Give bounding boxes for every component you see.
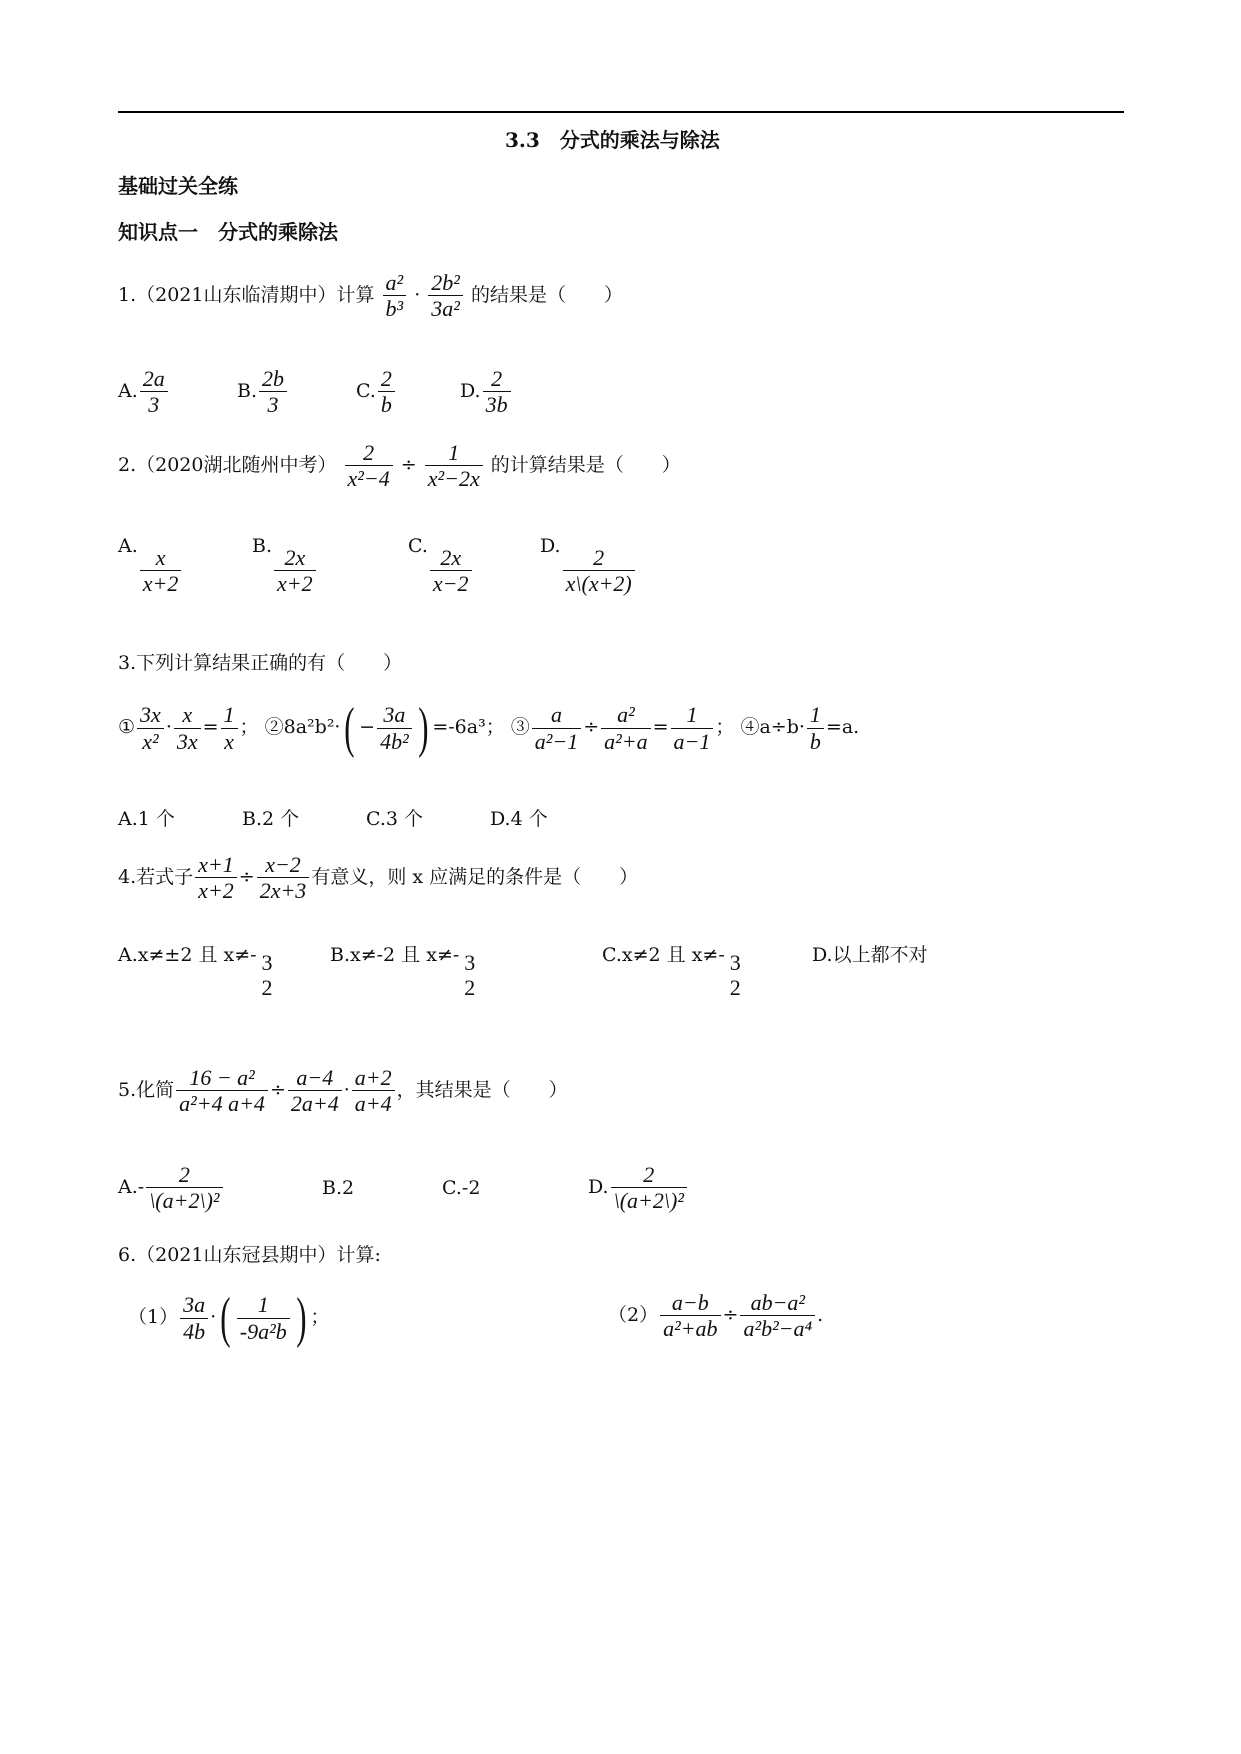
q5-option-c[interactable]: C.-2	[442, 1177, 481, 1199]
q4-suffix: 有意义，则 x 应满足的条件是（ ）	[311, 865, 639, 888]
q2-fraction-1: $\frac{2}{\text{x²−4}}$	[345, 440, 393, 492]
question-4	[118, 852, 638, 904]
q3-option-c[interactable]: C.3 个	[366, 808, 424, 830]
q3-option-b[interactable]: B.2 个	[242, 808, 300, 830]
q4-option-c[interactable]: C.x≠2 且 x≠- 3 2	[602, 944, 741, 1001]
q2-suffix: 的计算结果是（ ）	[490, 453, 681, 476]
q3-item-4-mark: ④	[740, 716, 760, 738]
q5-suffix: ，其结果是（ ）	[396, 1078, 568, 1101]
q3-item-3-mark: ③	[510, 716, 530, 738]
q2-divide: ÷	[400, 453, 417, 476]
q4-divide: ÷	[238, 865, 255, 888]
q4-prefix: 4.若式子	[118, 865, 194, 888]
q1-suffix: 的结果是（ ）	[470, 283, 623, 306]
q4-option-b[interactable]: B.x≠-2 且 x≠- 3 2	[330, 944, 476, 1001]
q2-option-b[interactable]: B. $\frac{2x}{x+2}$	[252, 535, 318, 597]
question-5	[118, 1065, 568, 1117]
q3-option-a[interactable]: A.1 个	[118, 808, 175, 830]
q5-fraction-2: $\frac{a-4}{2a+4}$	[288, 1065, 342, 1117]
header-rule	[118, 111, 1124, 113]
q1-dot: ·	[414, 283, 421, 306]
q2-option-d[interactable]: D. $\frac{2}{x\backslash(x+2)}$	[540, 535, 637, 597]
q2-fraction-2: $\frac{1}{\text{x²−2x}}$	[425, 440, 483, 492]
q6-part-1: （1） $\frac{3a}{4b}$ ·( $\frac{1}{\text{-9a²b}}$ ) ；	[128, 1287, 330, 1349]
section-heading: 基础过关全练	[118, 174, 238, 198]
q1-option-d[interactable]: D. $\frac{2}{3b}$	[460, 366, 513, 418]
q1-option-b[interactable]: B. $\frac{2b}{3}$	[237, 366, 289, 418]
question-2	[118, 440, 681, 492]
q5-divide: ÷	[269, 1078, 286, 1101]
q5-fraction-1: $\frac{\text{16 − a²}}{\text{a²+4 a+4}}$	[176, 1065, 268, 1117]
q5-dot: ·	[343, 1078, 350, 1101]
q3-stem: 3.下列计算结果正确的有（ ）	[118, 652, 403, 674]
q2-prefix: 2.（2020湖北随州中考）	[118, 453, 337, 476]
q4-option-a[interactable]: A.x≠±2 且 x≠- 3 2	[118, 944, 273, 1001]
q1-fraction-1: $\frac{\text{a²}}{\text{b³}}$	[383, 270, 407, 322]
page-title: 3.3 分式的乘法与除法	[505, 128, 720, 152]
topic-heading: 知识点一 分式的乘除法	[118, 220, 338, 244]
q6-part-2: （2） $\frac{a-b}{\text{a²+ab}}$ ÷ $\frac{\text{ab−a²}}{\text{a²b²−a⁴}}$ .	[608, 1290, 824, 1342]
q3-item-2-mark: ②	[264, 716, 284, 738]
q1-fraction-2: $\frac{\text{2b²}}{\text{3a²}}$	[428, 270, 463, 322]
question-1	[118, 270, 623, 322]
q3-option-d[interactable]: D.4 个	[490, 808, 548, 830]
q5-option-b[interactable]: B.2	[322, 1177, 355, 1199]
q2-option-c[interactable]: C. $\frac{2x}{x-2}$	[408, 535, 474, 597]
q5-option-d[interactable]: D. $\frac{2}{\text{\textbackslash{}(a+2\textbackslash{})²}}$	[588, 1162, 689, 1214]
q5-prefix: 5.化简	[118, 1078, 175, 1101]
q6-stem: 6.（2021山东冠县期中）计算:	[118, 1244, 381, 1266]
q5-option-a[interactable]: A.- $\frac{2}{\text{\textbackslash{}(a+2\textbackslash{})²}}$	[118, 1162, 225, 1214]
q3-item-1-mark: ①	[118, 716, 136, 738]
q1-option-c[interactable]: C. $\frac{2}{b}$	[356, 366, 397, 418]
q4-fraction-2: $\frac{x-2}{2x+3}$	[257, 852, 310, 904]
q4-fraction-1: $\frac{x+1}{x+2}$	[195, 852, 237, 904]
q2-option-a[interactable]: A. $\frac{x}{x+2}$	[118, 535, 183, 597]
q3-items: ① $\frac{3x}{\text{x²}}$ · $\frac{x}{3x}$ = $\frac{1}{x}$ ； ②8a²b²·( − $\frac{3a}{\text{4b²}}$ ) =-6a³； ③ $\frac{a}{\text{a²−1}}$ ÷ $\frac{\text{a²}}{\text{a²+a}}$ = $\frac{1}{a-1}$ ； ④a÷b· $\frac{1}{b}$ =a.	[118, 697, 860, 759]
q5-fraction-3: $\frac{a+2}{a+4}$	[352, 1065, 395, 1117]
q1-prefix: 1.（2021山东临清期中）计算	[118, 283, 375, 306]
q1-option-a[interactable]: A. $\frac{2a}{3}$	[118, 366, 170, 418]
q4-option-d[interactable]: D.以上都不对	[812, 944, 928, 966]
